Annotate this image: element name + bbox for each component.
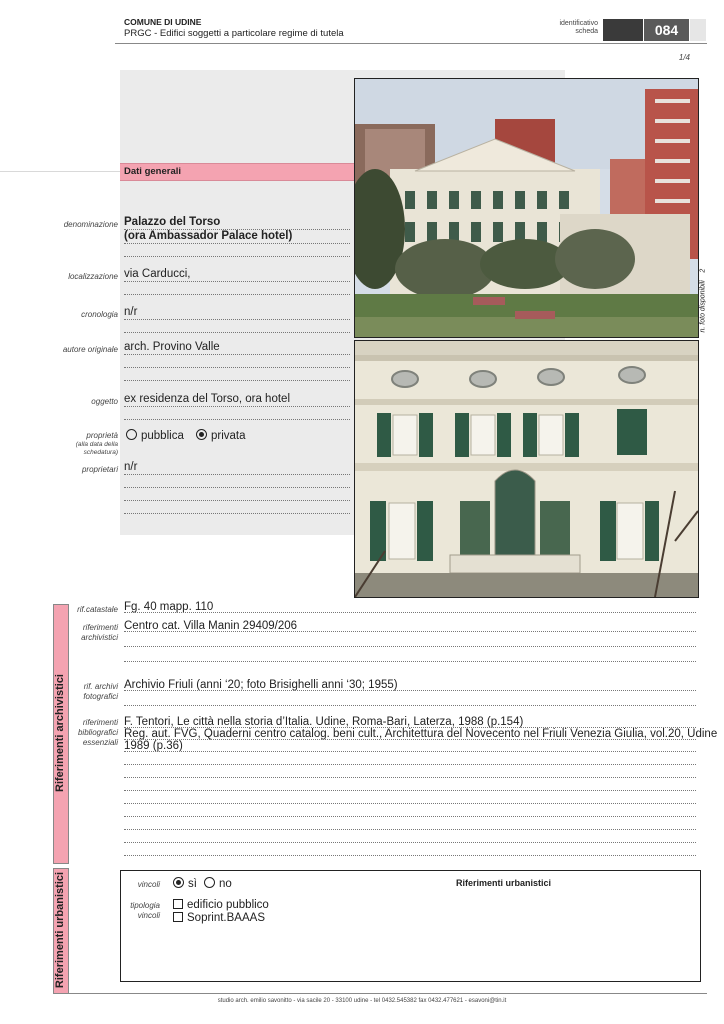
riferimenti-label bbox=[20, 623, 118, 643]
biblio-line-11 bbox=[124, 855, 696, 856]
id-label-line-2: scheda bbox=[575, 28, 598, 35]
biblio-value-1: F. Tentori, Le città nella storia d’Italia. Udine, Roma-Bari, Laterza, 1988 (p.154) bbox=[124, 716, 524, 728]
biblio-value-3: 1989 (p.36) bbox=[124, 740, 183, 752]
oggetto-value: ex residenza del Torso, ora hotel bbox=[124, 393, 290, 405]
riferimenti-line-3 bbox=[124, 661, 696, 662]
biblio-label-3: essenziali bbox=[82, 738, 118, 747]
oggetto-line-1 bbox=[124, 406, 350, 407]
radio-vincoli-no[interactable] bbox=[204, 877, 215, 888]
proprieta-label-main: proprietà bbox=[86, 431, 118, 440]
autore-line-1 bbox=[124, 354, 350, 355]
archivi-label bbox=[20, 682, 118, 702]
cronologia-line-1 bbox=[124, 319, 350, 320]
photo-2 bbox=[354, 340, 699, 598]
catastale-line bbox=[124, 612, 696, 613]
header-subtitle: PRGC - Edifici soggetti a particolare regime di tutela bbox=[124, 28, 344, 39]
tipologia-label-1: tipologia bbox=[130, 901, 160, 910]
vincoli-option-no[interactable] bbox=[204, 877, 232, 890]
header-org: COMUNE DI UDINE bbox=[124, 17, 202, 27]
id-number-box bbox=[644, 19, 689, 41]
proprietari-line-4 bbox=[124, 513, 350, 514]
tipologia-option-1[interactable] bbox=[173, 899, 269, 911]
checkbox-edificio-pubblico[interactable] bbox=[173, 899, 183, 909]
id-label-line-1: identificativo bbox=[559, 20, 598, 27]
localizzazione-line-2 bbox=[124, 294, 350, 295]
photo-2-image bbox=[355, 341, 698, 597]
photo-1 bbox=[354, 78, 699, 338]
biblio-line-10 bbox=[124, 842, 696, 843]
proprieta-option-privata-label: privata bbox=[211, 430, 246, 442]
footer-rule bbox=[53, 993, 707, 994]
header bbox=[0, 0, 724, 60]
biblio-value-2: Reg. aut. FVG, Quaderni centro catalog. beni cult., Architettura del Novecento nel Friuli Venezia Giulia, vol.20, Udine bbox=[124, 728, 718, 740]
photo-count bbox=[700, 263, 707, 333]
vincoli-label: vincoli bbox=[137, 880, 160, 889]
catastale-label: rif.catastale bbox=[77, 605, 118, 614]
proprietari-line-2 bbox=[124, 487, 350, 488]
biblio-label-1: riferimenti bbox=[82, 718, 118, 727]
archivi-line-1 bbox=[124, 690, 696, 691]
tipologia-label bbox=[62, 901, 160, 921]
general-section-title: Dati generali bbox=[124, 166, 182, 177]
biblio-line-3 bbox=[124, 751, 696, 752]
page-number: 1/4 bbox=[678, 53, 690, 62]
localizzazione-label: localizzazione bbox=[68, 272, 118, 281]
oggetto-label: oggetto bbox=[91, 397, 118, 406]
riferimenti-value: Centro cat. Villa Manin 29409/206 bbox=[124, 620, 298, 632]
riferimenti-line-1 bbox=[124, 631, 696, 632]
denominazione-label: denominazione bbox=[63, 220, 118, 229]
id-label bbox=[540, 20, 598, 36]
vincoli-option-si[interactable] bbox=[173, 877, 197, 890]
proprietari-line-1 bbox=[124, 474, 350, 475]
biblio-line-6 bbox=[124, 790, 696, 791]
denominazione-line-2 bbox=[124, 243, 350, 244]
riferimenti-label-1: riferimenti bbox=[82, 623, 118, 632]
oggetto-line-2 bbox=[124, 419, 350, 420]
id-number: 084 bbox=[654, 22, 679, 38]
id-bar bbox=[603, 19, 643, 41]
denominazione-value-1: Palazzo del Torso bbox=[124, 216, 221, 228]
biblio-line-7 bbox=[124, 803, 696, 804]
proprieta-label-sub-1: (alla data della bbox=[75, 441, 118, 448]
archival-section-title: Riferimenti archivistici bbox=[54, 674, 66, 792]
biblio-line-2 bbox=[124, 739, 696, 740]
archivi-label-1: rif. archivi bbox=[83, 682, 118, 691]
general-band-line bbox=[0, 171, 120, 172]
vincoli-option-no-label: no bbox=[219, 878, 232, 890]
proprieta-option-pubblica-label: pubblica bbox=[141, 430, 184, 442]
urban-section-title: Riferimenti urbanistici bbox=[54, 871, 66, 989]
biblio-label-2: bibliografici bbox=[77, 728, 118, 737]
autore-label: autore originale bbox=[62, 345, 118, 354]
archivi-label-2: fotografici bbox=[83, 692, 118, 701]
proprieta-option-privata[interactable] bbox=[196, 429, 246, 442]
radio-privata[interactable] bbox=[196, 429, 207, 440]
catastale-value: Fg. 40 mapp. 110 bbox=[124, 601, 214, 613]
proprietari-value: n/r bbox=[124, 461, 138, 473]
biblio-line-8 bbox=[124, 816, 696, 817]
radio-vincoli-si[interactable] bbox=[173, 877, 184, 888]
tipologia-option-2[interactable] bbox=[173, 912, 265, 924]
photo-count-label: n. foto disponibili bbox=[699, 280, 707, 333]
urban-box-title: Riferimenti urbanistici bbox=[456, 878, 552, 888]
cronologia-label: cronologia bbox=[81, 310, 118, 319]
photo-1-image bbox=[355, 79, 698, 337]
biblio-line-4 bbox=[124, 764, 696, 765]
cronologia-value: n/r bbox=[124, 306, 138, 318]
riferimenti-line-2 bbox=[124, 646, 696, 647]
proprietari-label: proprietari bbox=[81, 465, 118, 474]
localizzazione-line-1 bbox=[124, 281, 350, 282]
denominazione-value-2: (ora Ambassador Palace hotel) bbox=[124, 230, 293, 242]
vincoli-option-si-label: sì bbox=[188, 878, 197, 890]
biblio-label bbox=[20, 718, 118, 748]
riferimenti-label-2: archivistici bbox=[81, 633, 118, 642]
autore-value: arch. Provino Valle bbox=[124, 341, 220, 353]
proprieta-option-pubblica[interactable] bbox=[126, 429, 184, 442]
archivi-line-2 bbox=[124, 705, 696, 706]
footer-text: studio arch. emilio savonitto - via sacile 20 - 33100 udine - tel 0432.545382 fax 0432.477621 - esavoni@tin.it bbox=[217, 998, 507, 1004]
denominazione-line-3 bbox=[124, 256, 350, 257]
header-rule bbox=[115, 43, 707, 44]
checkbox-soprint[interactable] bbox=[173, 912, 183, 922]
proprietari-line-3 bbox=[124, 500, 350, 501]
tipologia-label-2: vincoli bbox=[137, 911, 160, 920]
tipologia-option-2-label: Soprint.BAAAS bbox=[187, 912, 265, 924]
id-end-box bbox=[690, 19, 706, 41]
proprieta-label bbox=[20, 431, 118, 457]
proprieta-label-sub-2: schedatura) bbox=[83, 449, 118, 456]
localizzazione-value: via Carducci, bbox=[124, 268, 191, 280]
biblio-line-5 bbox=[124, 777, 696, 778]
radio-pubblica[interactable] bbox=[126, 429, 137, 440]
autore-line-3 bbox=[124, 380, 350, 381]
photo-count-value: 2 bbox=[699, 268, 707, 273]
archivi-value: Archivio Friuli (anni ‘20; foto Brisighelli anni ‘30; 1955) bbox=[124, 679, 398, 691]
biblio-line-9 bbox=[124, 829, 696, 830]
cronologia-line-2 bbox=[124, 332, 350, 333]
autore-line-2 bbox=[124, 367, 350, 368]
tipologia-option-1-label: edificio pubblico bbox=[187, 899, 269, 911]
